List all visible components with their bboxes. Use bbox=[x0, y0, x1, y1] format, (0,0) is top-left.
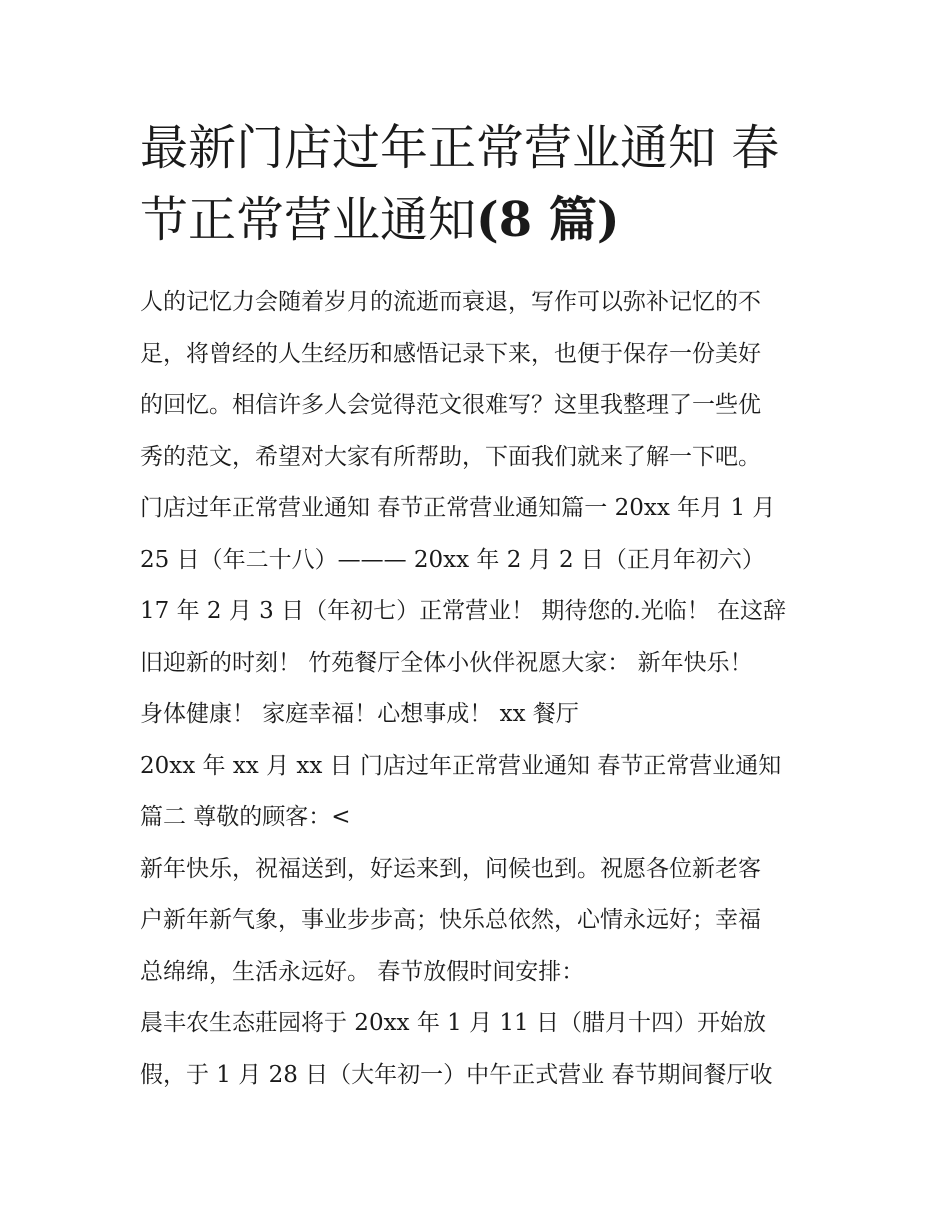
body-line: 旧迎新的时刻！ 竹苑餐厅全体小伙伴祝愿大家： 新年快乐！ bbox=[140, 649, 753, 676]
body-line: 身体健康！ 家庭幸福！心想事成！ xx 餐厅 bbox=[140, 701, 579, 727]
body-line: 新年快乐，祝福送到，好运来到，问候也到。祝愿各位新老客 bbox=[140, 855, 761, 882]
title-line-2-text: 节正常营业通知 bbox=[140, 192, 477, 248]
body-line: 户新年新气象，事业步步高；快乐总依然，心情永远好；幸福 bbox=[140, 907, 761, 933]
body-line: 25 日（年二十八）——— 20xx 年 2 月 2 日（正月年初六） bbox=[140, 546, 765, 573]
body-line: 20xx 年 xx 月 xx 日 门店过年正常营业通知 春节正常营业通知 bbox=[140, 752, 782, 779]
body-line: 秀的范文，希望对大家有所帮助，下面我们就来了解一下吧。 bbox=[140, 443, 761, 470]
body-line: 人的记忆力会随着岁月的流逝而衰退，写作可以弥补记忆的不 bbox=[140, 289, 761, 315]
body-line: 门店过年正常营业通知 春节正常营业通知篇一 20xx 年月 1 月 bbox=[140, 495, 776, 521]
body-line: 假，于 1 月 28 日（大年初一）中午正式营业 春节期间餐厅收 bbox=[140, 1061, 773, 1088]
document-title bbox=[140, 112, 820, 256]
title-line-1: 最新门店过年正常营业通知 春 bbox=[140, 120, 780, 176]
body-line: 晨丰农生态莊园将于 20xx 年 1 月 11 日（腊月十四）开始放 bbox=[140, 1010, 766, 1036]
body-line: 总绵绵，生活永远好。 春节放假时间安排： bbox=[140, 958, 585, 985]
title-article-count: (8 篇) bbox=[476, 192, 620, 248]
title-line-2 bbox=[140, 184, 820, 256]
body-line: 足，将曾经的人生经历和感悟记录下来，也便于保存一份美好 bbox=[140, 340, 761, 367]
body-line: 篇二 尊敬的顾客：< bbox=[140, 804, 351, 830]
body-line: 的回忆。相信许多人会觉得范文很难写？这里我整理了一些优 bbox=[140, 392, 761, 418]
document-body bbox=[140, 277, 830, 1101]
body-line: 17 年 2 月 3 日（年初七）正常营业！ 期待您的.光临！ 在这辞 bbox=[140, 598, 787, 624]
